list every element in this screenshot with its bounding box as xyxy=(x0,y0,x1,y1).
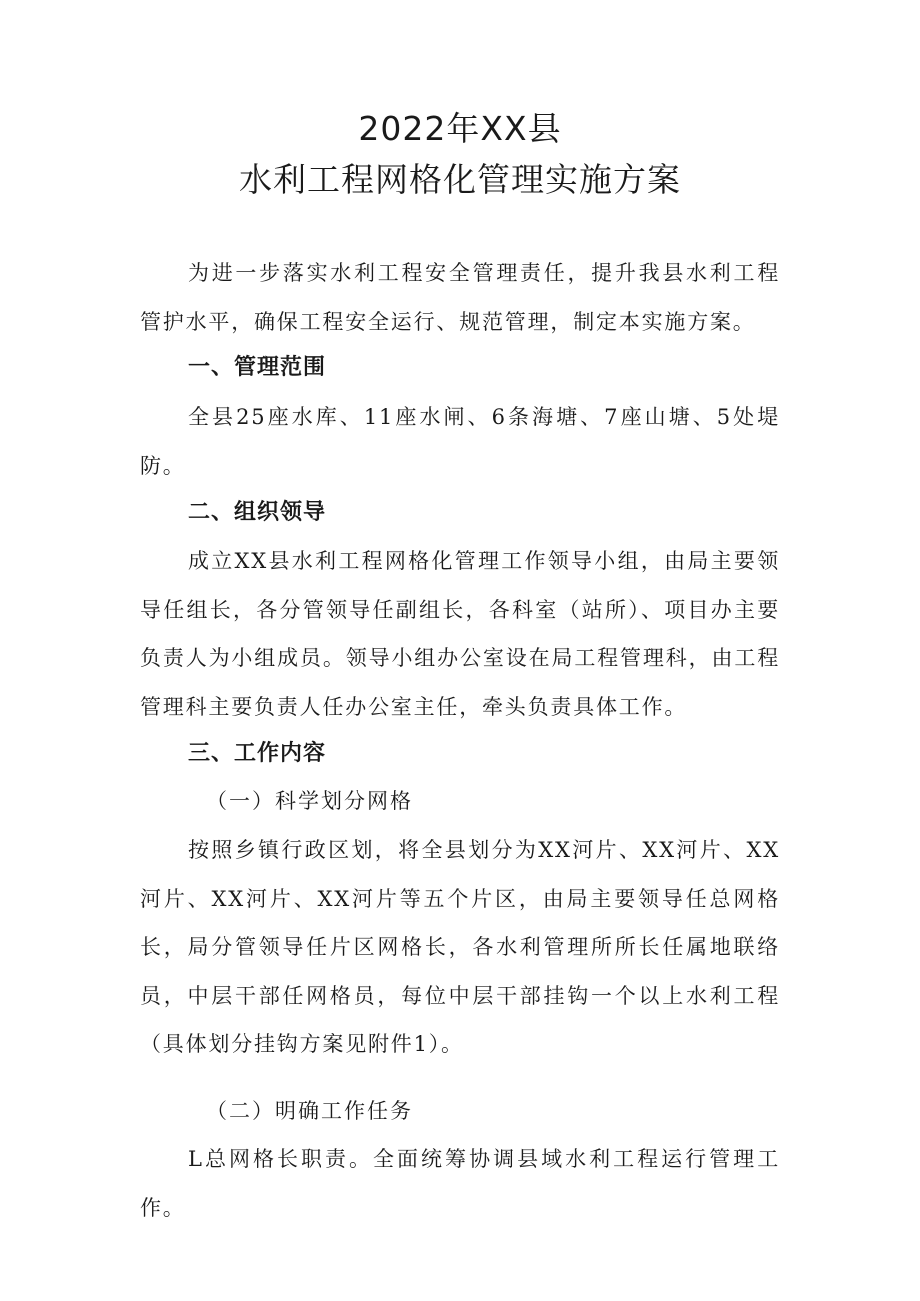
scope-paragraph: 全县25座水库、11座水闸、6条海塘、7座山塘、5处堤防。 xyxy=(140,405,780,478)
grid-division-paragraph: 按照乡镇行政区划，将全县划分为XX河片、XX河片、XX河片、XX河片、XX河片等五个片区，由局主要领导任总网格长，局分管领导任片区网格长，各水利管理所所长任属地联络员，中层干部任网格员，每位中层干部挂钩一个以上水利工程（具体划分挂钩方案见附件1）。 xyxy=(140,838,780,1056)
intro-paragraph: 为进一步落实水利工程安全管理责任，提升我县水利工程管护水平，确保工程安全运行、规范管理，制定本实施方案。 xyxy=(140,261,780,334)
section-heading-leadership: 二、组织领导 xyxy=(188,500,327,525)
leadership-paragraph: 成立XX县水利工程网格化管理工作领导小组，由局主要领导任组长，各分管领导任副组长，各科室（站所）、项目办主要负责人为小组成员。领导小组办公室设在局工程管理科，由工程管理科主要负责人任办公室主任，牵头负责具体工作。 xyxy=(140,549,780,719)
section-heading-work-content: 三、工作内容 xyxy=(188,741,327,766)
section-heading-scope: 一、管理范围 xyxy=(188,355,327,380)
document-title-line1: 2022年XX县 xyxy=(358,109,562,148)
subsection-heading-grid-division: （一）科学划分网格 xyxy=(206,789,413,813)
work-tasks-paragraph: L总网格长职责。全面统筹协调县域水利工程运行管理工作。 xyxy=(140,1147,780,1220)
subsection-heading-work-tasks: （二）明确工作任务 xyxy=(206,1099,413,1123)
document-title-line2: 水利工程网格化管理实施方案 xyxy=(239,160,681,199)
